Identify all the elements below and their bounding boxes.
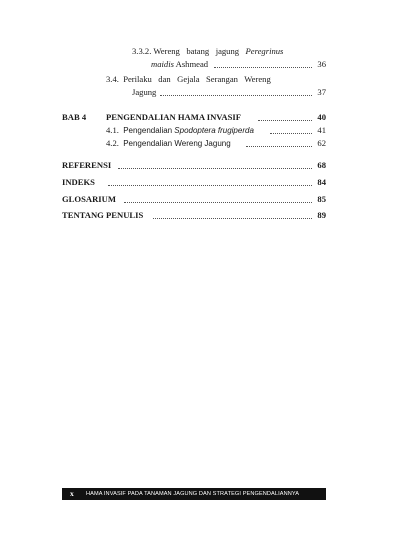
toc-page-number: 62 (317, 138, 326, 148)
chapter-label: BAB 4 (62, 112, 87, 122)
toc-item-text: batang (186, 46, 210, 56)
chapter-title[interactable]: PENGENDALIAN HAMA INVASIF (106, 112, 241, 122)
toc-item-4-1[interactable] (106, 125, 254, 136)
toc-page-number: 40 (317, 112, 326, 122)
toc-page-number: 36 (317, 59, 326, 69)
toc-item-text: jagung (215, 46, 240, 56)
leader-dots (118, 168, 312, 169)
toc-item-text: Ashmead (175, 59, 209, 69)
toc-page-number: 89 (317, 210, 326, 220)
leader-dots (258, 120, 312, 121)
leader-dots (153, 218, 312, 219)
toc-page-number: 68 (317, 160, 326, 170)
toc-item-3-4-line2[interactable]: Jagung (132, 87, 157, 97)
toc-page-number: 85 (317, 194, 326, 204)
toc-item-3-3-2-line2[interactable] (151, 59, 208, 70)
toc-entry-glosarium[interactable]: GLOSARIUM (62, 194, 116, 204)
leader-dots (108, 185, 312, 186)
leader-dots (214, 67, 312, 68)
toc-item-italic: maidis (151, 59, 174, 69)
toc-item-3-3-2[interactable] (132, 46, 283, 57)
toc-entry-referensi[interactable]: REFERENSI (62, 160, 112, 170)
toc-item-text: Wereng (153, 46, 180, 56)
page-footer (62, 488, 326, 500)
toc-entry-indeks[interactable]: INDEKS (62, 177, 95, 187)
toc-item-3-4[interactable] (106, 74, 271, 85)
leader-dots (124, 202, 312, 203)
footer-book-title: HAMA INVASIF PADA TANAMAN JAGUNG DAN STRATEGI PENGENDALIANNYA (86, 491, 300, 497)
toc-entry-tentang-penulis[interactable]: TENTANG PENULIS (62, 210, 144, 220)
footer-page-number: x (70, 489, 74, 498)
toc-page-number: 37 (317, 87, 326, 97)
leader-dots (160, 95, 312, 96)
toc-item-number: 4.1. (106, 125, 119, 135)
toc-item-text: Pengendalian (123, 126, 173, 135)
toc-item-number: 3.3.2. (132, 46, 152, 56)
toc-item-text: Perilaku dan Gejala Serangan Wereng (123, 74, 271, 84)
toc-item-italic: Spodoptera frugiperda (174, 126, 254, 135)
toc-item-number: 3.4. (106, 74, 119, 84)
toc-page-number: 41 (317, 125, 326, 135)
toc-item-italic: Peregrinus (245, 46, 284, 56)
toc-page-number: 84 (317, 177, 326, 187)
toc-item-number: 4.2. (106, 138, 119, 148)
leader-dots (270, 133, 312, 134)
toc-item-text: Pengendalian Wereng Jagung (123, 139, 231, 148)
leader-dots (246, 146, 312, 147)
toc-item-4-2[interactable] (106, 138, 231, 149)
